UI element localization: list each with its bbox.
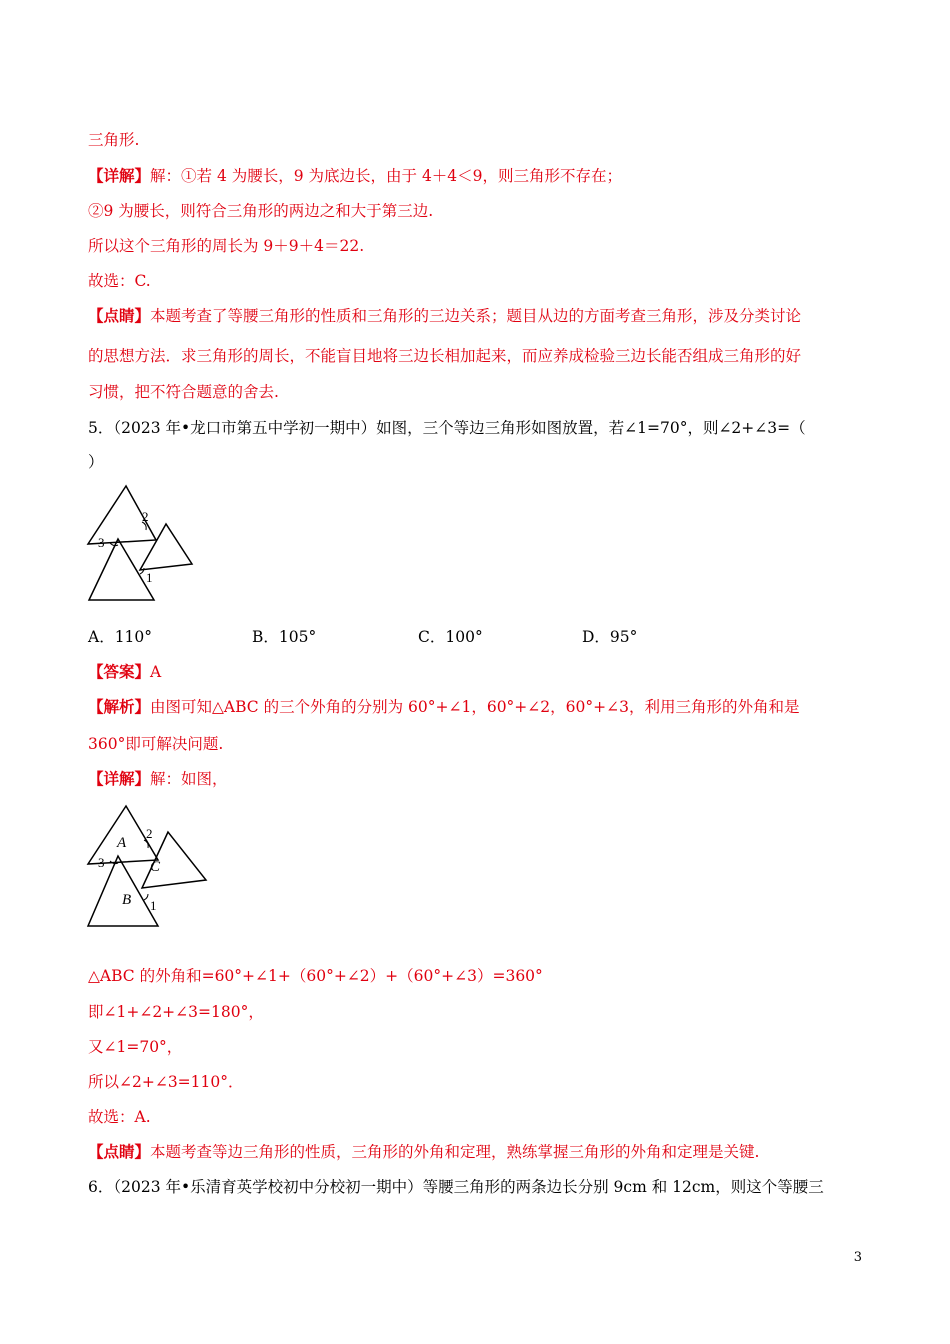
note-text: 本题考查等边三角形的性质，三角形的外角和定理，熟练掌握三角形的外角和定理是关键. xyxy=(150,1143,760,1161)
note-tag: 【点睛】 xyxy=(88,306,151,325)
text-line: 所以这个三角形的周长为 9＋9＋4＝22. xyxy=(88,237,365,255)
label-a: A xyxy=(117,835,127,851)
analysis-line-2: 360°即可解决问题. xyxy=(88,735,224,753)
detail-tag: 【详解】 xyxy=(88,769,151,788)
solution-step: 故选：A. xyxy=(88,1108,151,1126)
text-line: 故选：C. xyxy=(88,272,151,290)
label-3: 3 xyxy=(98,855,105,870)
text-line: 习惯，把不符合题意的舍去. xyxy=(88,383,279,401)
label-c: C xyxy=(150,859,161,875)
answer-tag: 【答案】 xyxy=(88,662,151,681)
solution-step: 又∠1=70°， xyxy=(88,1038,183,1056)
triangles-figure-labeled xyxy=(84,804,209,929)
question-5-stem: 5．（2023 年•龙口市第五中学初一期中）如图，三个等边三角形如图放置，若∠1=70°，则∠2+∠3=（ xyxy=(88,419,806,437)
analysis-line xyxy=(88,697,799,717)
note-line xyxy=(88,1142,759,1162)
question-6-stem: 6．（2023 年•乐清育英学校初中分校初一期中）等腰三角形的两条边长分别 9cm 和 12cm，则这个等腰三 xyxy=(88,1178,824,1196)
label-1: 1 xyxy=(146,570,153,585)
label-2: 2 xyxy=(146,826,153,841)
note-tag: 【点睛】 xyxy=(88,1142,151,1161)
question-5-stem-end: ） xyxy=(88,453,104,471)
answer-value: A xyxy=(150,663,162,681)
option-c: C．100° xyxy=(418,628,483,646)
triangles-figure xyxy=(84,484,204,604)
text-line: 的思想方法．求三角形的周长，不能盲目地将三边长相加起来，而应养成检验三边长能否组成三角形的好 xyxy=(88,347,802,365)
option-a: A．110° xyxy=(88,628,153,646)
text-line: 三角形. xyxy=(88,131,140,149)
detail-line xyxy=(88,769,228,789)
solution-step: △ABC 的外角和=60°+∠1+（60°+∠2）+（60°+∠3）=360° xyxy=(88,967,543,985)
note-line xyxy=(88,306,801,326)
detail-text: 解：①若 4 为腰长，9 为底边长，由于 4＋4＜9，则三角形不存在； xyxy=(150,167,623,185)
detail-line xyxy=(88,166,622,186)
label-2: 2 xyxy=(142,509,149,524)
option-d: D．95° xyxy=(582,628,638,646)
option-b: B．105° xyxy=(252,628,317,646)
answer-line xyxy=(88,662,161,682)
analysis-tag: 【解析】 xyxy=(88,697,151,716)
page-number: 3 xyxy=(853,1250,862,1265)
label-b: B xyxy=(122,892,132,908)
note-text: 本题考查了等腰三角形的性质和三角形的三边关系；题目从边的方面考查三角形，涉及分类讨论 xyxy=(150,307,802,325)
detail-text: 解：如图， xyxy=(150,770,228,788)
analysis-text: 由图可知△ABC 的三个外角的分别为 60°+∠1，60°+∠2，60°+∠3，利用三角形的外角和是 xyxy=(150,698,800,716)
label-3: 3 xyxy=(98,535,105,550)
solution-step: 所以∠2+∠3=110°． xyxy=(88,1073,244,1091)
label-1: 1 xyxy=(150,898,157,913)
detail-tag: 【详解】 xyxy=(88,166,151,185)
text-line: ②9 为腰长，则符合三角形的两边之和大于第三边. xyxy=(88,202,434,220)
solution-step: 即∠1+∠2+∠3=180°， xyxy=(88,1003,264,1021)
